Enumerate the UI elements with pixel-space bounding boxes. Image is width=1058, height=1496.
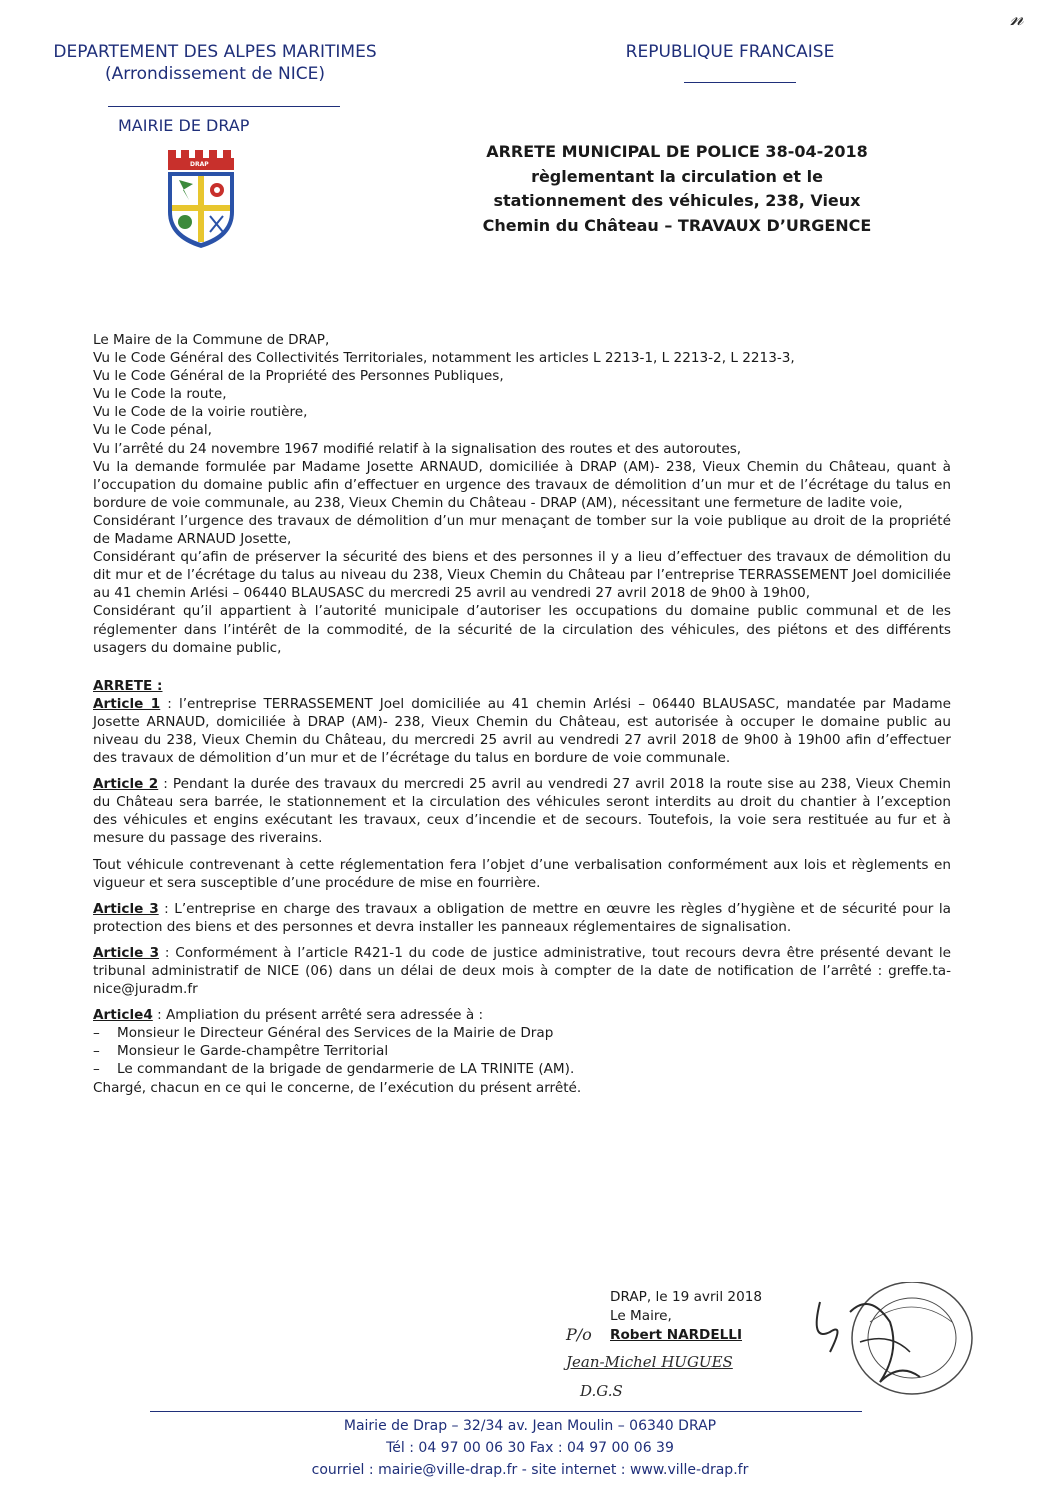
arrete-label: ARRETE :: [93, 677, 163, 694]
corner-initial-mark: 𝓃: [1010, 6, 1024, 31]
ampliation-item: – Le commandant de la brigade de gendarmerie de LA TRINITE (AM).: [93, 1060, 951, 1078]
article-2-penalty: [93, 856, 951, 892]
header-rule-left: [108, 106, 340, 107]
article-label: Article 2: [93, 776, 159, 793]
title-line-3: stationnement des véhicules, 238, Vieux: [493, 191, 861, 210]
preamble-line: Vu l’arrêté du 24 novembre 1967 modifié relatif à la signalisation des routes et des autoroutes,: [93, 440, 742, 457]
ampliation-item: – Monsieur le Garde-champêtre Territorial: [93, 1042, 951, 1060]
mayor-role: Le Maire,: [610, 1308, 672, 1324]
preamble-line: Le Maire de la Commune de DRAP,: [93, 332, 330, 348]
footer-phone: Tél : 04 97 00 06 30 Fax : 04 97 00 06 39: [386, 1440, 674, 1456]
article-label: Article 3: [93, 900, 159, 917]
article-3-recours: [93, 944, 951, 998]
header-rule-right: [684, 82, 796, 83]
department-name: DEPARTEMENT DES ALPES MARITIMES: [53, 42, 377, 62]
article-text: Tout véhicule contrevenant à cette réglementation fera l’objet d’une verbalisation conformément aux lois et règlements en vigueur et sera susceptible d’une procédure de mise en fourrière.: [93, 856, 951, 891]
arrondissement: (Arrondissement de NICE): [105, 64, 325, 84]
article-text: : Conformément à l’article R421-1 du code de justice administrative, tout recours devra être présenté devant le tribunal administratif de NICE (06) dans un délai de deux mois à compter de la date de notification de l’arrêté : greffe.ta-nice@juradm.fr: [93, 944, 951, 998]
delegate-handwritten-title: D.G.S: [580, 1382, 623, 1400]
place-date: DRAP, le 19 avril 2018: [610, 1289, 763, 1305]
pour-ordre-handwritten: P/o: [566, 1325, 592, 1344]
title-line-4: Chemin du Château – TRAVAUX D’URGENCE: [482, 215, 872, 235]
article-text: : Ampliation du présent arrêté sera adressée à :: [152, 1007, 484, 1024]
mayor-name: Robert NARDELLI: [610, 1327, 743, 1343]
preamble-line: Vu le Code la route,: [93, 386, 227, 403]
arrete-body: [93, 331, 951, 1097]
ampliation-item: – Monsieur le Directeur Général des Services de la Mairie de Drap: [93, 1024, 951, 1042]
signature-block: [610, 1288, 762, 1345]
preamble-line: Vu le Code Général de la Propriété des Personnes Publiques,: [93, 368, 504, 385]
crest-label: DRAP: [190, 161, 209, 168]
delegate-handwritten-name: Jean-Michel HUGUES: [566, 1353, 733, 1371]
preamble-line: Considérant qu’il appartient à l’autorité municipale d’autoriser les occupations du domaine public communal et de les réglementer dans l’intérêt de la commodité, de la sécurité de la circulation des véhicules, des piétons et des différents usagers du domaine public,: [93, 603, 951, 656]
footer-address: Mairie de Drap – 32/34 av. Jean Moulin – 06340 DRAP: [343, 1418, 717, 1434]
preamble-line: Vu le Code pénal,: [93, 422, 212, 439]
article-1: [93, 695, 951, 767]
article-text: : Pendant la durée des travaux du mercredi 25 avril au vendredi 27 avril 2018 la route sise au 238, Vieux Chemin du Château sera barrée, le stationnement et la circulation des véhicules seront interdits au droit du chantier à l’exception des véhicules et engins exécutant les travaux, ceux d’incendie et de secours. Toutefois, la voie sera restituée au fur et à mesure du passage des riverains.: [93, 776, 951, 847]
article-text: : l’entreprise TERRASSEMENT Joel domiciliée au 41 chemin Arlési – 06440 BLAUSASC, mandatée par Madame Josette ARNAUD, domiciliée à DRAP (AM)- 238, Vieux Chemin du Château, est autorisée à occuper le domaine public au niveau du 238, Vieux Chemin du Château, du mercredi 25 avril au vendredi 27 avril 2018 de 9h00 à 19h00 afin d’effectuer des travaux de démolition d’un mur et de l’écrétage du talus en bordure de voie communale.: [93, 695, 951, 767]
article-label: Article 3: [93, 944, 160, 961]
ampliation-list: [93, 1024, 951, 1078]
arrete-title: [462, 140, 892, 238]
article-3: [93, 900, 951, 936]
title-line-2: règlementant la circulation et le: [531, 166, 823, 186]
preamble-line: Vu le Code de la voirie routière,: [93, 404, 308, 421]
mairie-stamp-icon: [800, 1282, 980, 1402]
closing-line: Chargé, chacun en ce qui le concerne, de l’exécution du présent arrêté.: [93, 1079, 582, 1096]
article-label: Article 1: [93, 695, 161, 712]
footer-rule: [150, 1411, 862, 1412]
article-text: : L’entreprise en charge des travaux a obligation de mettre en œuvre les règles d’hygiène et de sécurité pour la protection des biens et des personnes et devra installer les panneaux réglementaires de signalisation.: [93, 900, 951, 935]
preamble-line: Vu la demande formulée par Madame Josette ARNAUD, domiciliée à DRAP (AM)- 238, Vieux Chemin du Château, quant à l’occupation du domaine public afin d’effectuer en urgence des travaux de démolition d’un mur et de l’écrétage du talus en bordure de voie communale, au 238, Vieux Chemin du Château - DRAP (AM), nécessitant une fermeture de ladite voie,: [93, 458, 951, 511]
footer-web: courriel : mairie@ville-drap.fr - site internet : www.ville-drap.fr: [311, 1462, 749, 1478]
preamble-line: Considérant qu’afin de préserver la sécurité des biens et des personnes il y a lieu d’effectuer des travaux de démolition du dit mur et de l’écrétage du talus au niveau du 238, Vieux Chemin du Château par l’entreprise TERRASSEMENT Joel domiciliée au 41 chemin Arlési – 06440 BLAUSASC du mercredi 25 avril au vendredi 27 avril 2018 de 9h00 à 19h00,: [93, 549, 951, 602]
preamble-line: Considérant l’urgence des travaux de démolition d’un mur menaçant de tomber sur la voie publique au droit de la propriété de Madame ARNAUD Josette,: [93, 512, 951, 548]
article-2: [93, 775, 951, 847]
article-4: [93, 1006, 951, 1024]
preamble-line: Vu le Code Général des Collectivités Territoriales, notamment les articles L 2213-1, L 2213-2, L 2213-3,: [93, 350, 795, 367]
republic-heading: REPUBLIQUE FRANCAISE: [625, 42, 835, 62]
mairie-title: MAIRIE DE DRAP: [118, 116, 250, 135]
title-line-1: ARRETE MUNICIPAL DE POLICE 38-04-2018: [486, 142, 868, 161]
article-label: Article4: [93, 1007, 153, 1024]
